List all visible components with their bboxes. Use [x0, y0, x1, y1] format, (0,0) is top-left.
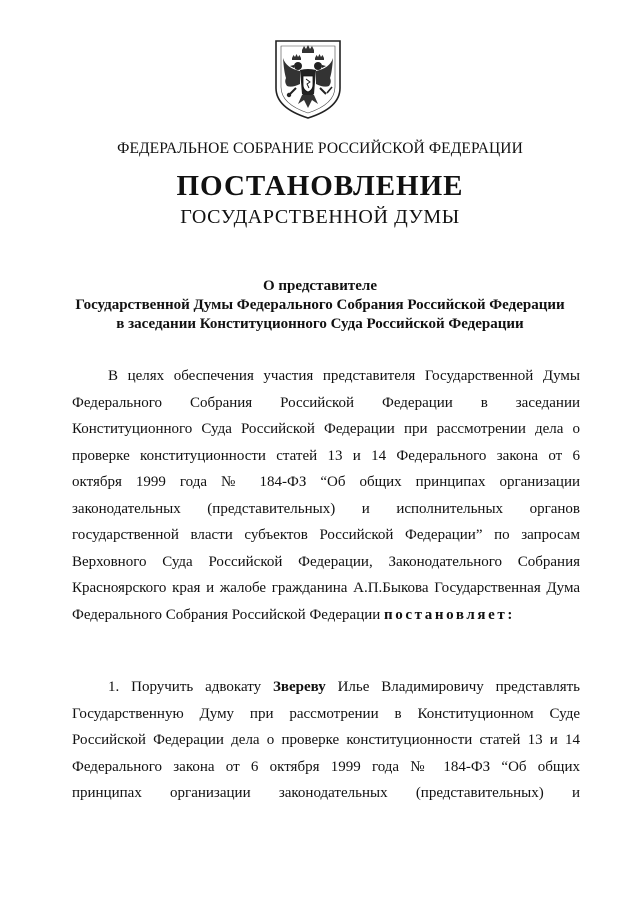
item-1-line: Государственную Думу при рассмотрении в Конституционном Суде	[72, 705, 580, 722]
preamble-line: октября 1999 года № 184-ФЗ “Об общих принципах организации	[72, 474, 580, 490]
resolves-keyword: постановляет:	[384, 606, 515, 623]
representative-surname: Звереву	[272, 679, 326, 695]
item-1-line: Федерального закона от 6 октября 1999 года № 184-ФЗ “Об общих	[72, 758, 580, 775]
document-type-heading: ПОСТАНОВЛЕНИЕ	[176, 170, 464, 202]
preamble-line-text: Федерального Собрания Российской Федерации	[72, 606, 385, 623]
item-1-paragraph	[72, 674, 580, 807]
organization-heading: ФЕДЕРАЛЬНОЕ СОБРАНИЕ РОССИЙСКОЙ ФЕДЕРАЦИИ	[117, 140, 523, 157]
preamble-line: законодательных (представительных) и исполнительных органов	[72, 500, 580, 517]
preamble-line: В целях обеспечения участия представителя Государственной Думы	[108, 368, 580, 384]
item-1-line: Российской Федерации дела о проверке конституционности статей 13 и 14	[72, 732, 580, 748]
preamble-last-line	[72, 602, 580, 629]
preamble-line: Верховного Суда Российской Федерации, Законодательного Собрания	[72, 553, 580, 570]
title-line: в заседании Конституционного Суда Российской Федерации	[116, 316, 524, 332]
issuer-heading: ГОСУДАРСТВЕННОЙ ДУМЫ	[180, 206, 460, 228]
preamble-line: Красноярского края и жалобе гражданина А.П.Быкова Государственная Дума	[72, 580, 580, 596]
item-1-line: принципах организации законодательных (представительных) и	[72, 785, 580, 801]
preamble-line: государственной власти субъектов Российской Федерации” по запросам	[72, 527, 580, 543]
title-line: Государственной Думы Федерального Собрания Российской Федерации	[75, 297, 565, 313]
item-1-number-text: 1. Поручить адвокату	[108, 679, 273, 695]
item-1-first-line	[72, 674, 580, 701]
document-title	[40, 277, 600, 334]
preamble-paragraph	[72, 363, 580, 628]
coat-of-arms-emblem	[272, 38, 344, 120]
item-1-first-line-rest: Илье Владимировичу представлять	[325, 679, 580, 695]
preamble-line: Конституционного Суда Российской Федерации при рассмотрении дела о	[72, 421, 580, 437]
title-line: О представителе	[262, 278, 377, 294]
preamble-line: проверке конституционности статей 13 и 14 Федерального закона от 6	[72, 447, 580, 464]
preamble-line: Федерального Собрания Российской Федерации в заседании	[72, 394, 580, 411]
